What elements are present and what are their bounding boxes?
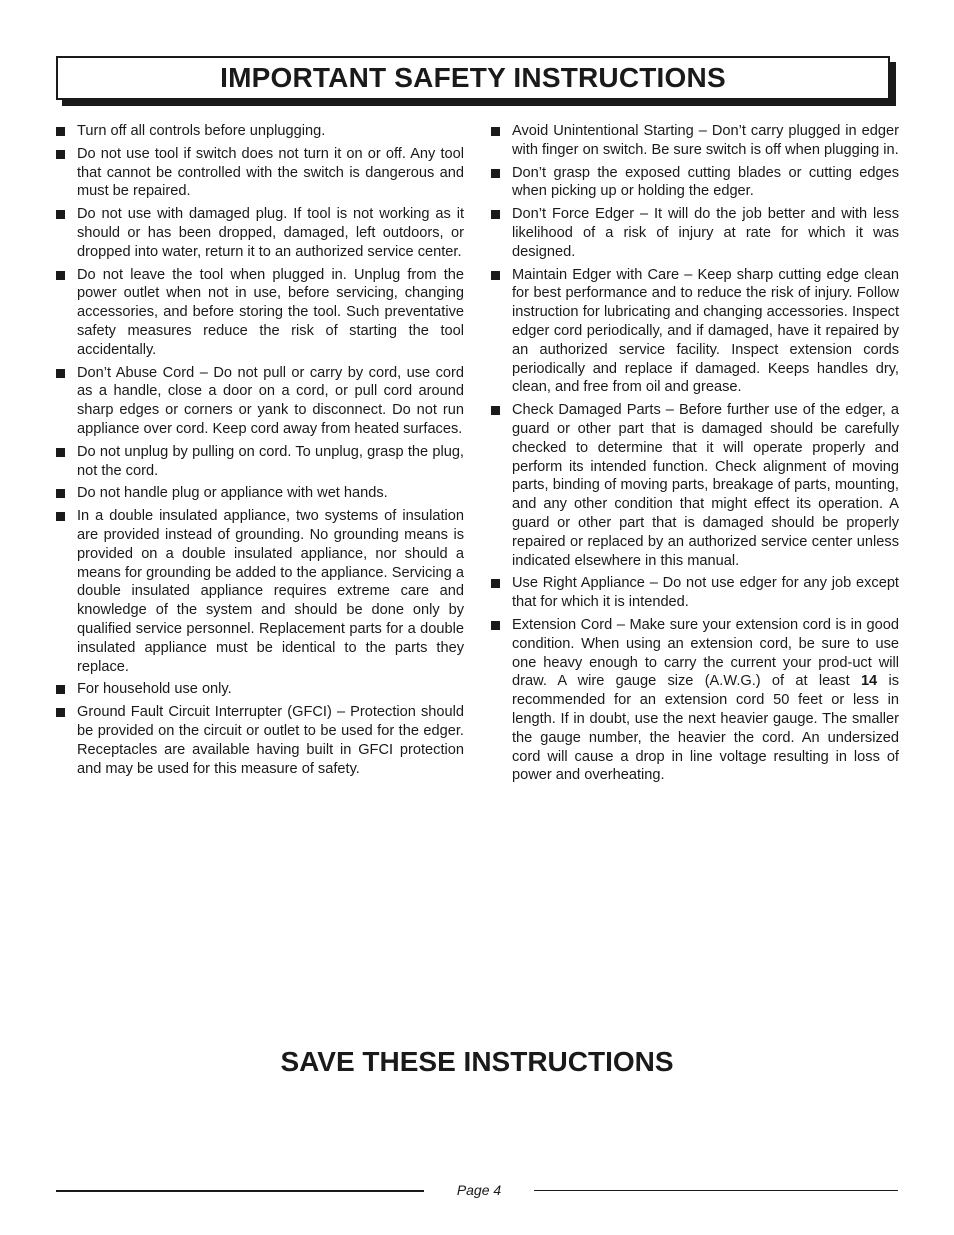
footer-rule-left	[56, 1190, 424, 1192]
square-bullet-icon	[491, 127, 500, 136]
left-instruction-list	[56, 122, 464, 778]
square-bullet-icon	[56, 150, 65, 159]
square-bullet-icon	[491, 406, 500, 415]
list-item: Use Right Appliance – Do not use edger for any job except that for which it is intended.	[491, 574, 899, 612]
square-bullet-icon	[491, 169, 500, 178]
left-column	[56, 122, 464, 782]
square-bullet-icon	[491, 579, 500, 588]
list-item: Turn off all controls before unplugging.	[56, 122, 464, 141]
list-item: Ground Fault Circuit Interrupter (GFCI) – Protection should be provided on the circuit or outlet to be used for the edger. Receptacles are available having built in GFCI protection and may be used for this measure of safety.	[56, 703, 464, 778]
gauge-value: 14	[860, 673, 878, 690]
square-bullet-icon	[56, 708, 65, 717]
right-instruction-list	[491, 122, 899, 785]
page-number: Page 4	[456, 1182, 502, 1198]
square-bullet-icon	[491, 210, 500, 219]
square-bullet-icon	[56, 210, 65, 219]
list-item: For household use only.	[56, 680, 464, 699]
list-item: Don’t grasp the exposed cutting blades or cutting edges when picking up or holding the edger.	[491, 164, 899, 202]
square-bullet-icon	[56, 127, 65, 136]
list-item: Maintain Edger with Care – Keep sharp cutting edge clean for best performance and to reduce the risk of injury. Follow instruction for lubricating and changing accessories. Inspect edger cord periodically, and if damaged, have it repaired by an authorized service facility. Inspect extension cords periodically and replace if damaged. Keeps handles dry, clean, and free from oil and grease.	[491, 266, 899, 398]
save-instructions-heading: SAVE THESE INSTRUCTIONS	[280, 1046, 674, 1077]
list-item: In a double insulated appliance, two systems of insulation are provided instead of grounding. No grounding means is provided on a double insulated appliance, nor should a means for grounding be added to the appliance. Servicing a double insulated appliance requires extreme care and knowledge of the system and should be done only by qualified service personnel. Replacement parts for a double insulated appliance must be identical to the parts they replace.	[56, 507, 464, 676]
footer-rule-right	[534, 1190, 898, 1191]
right-column	[491, 122, 899, 789]
list-item: Do not leave the tool when plugged in. Unplug from the power outlet when not in use, before servicing, changing accessories, and before storing the tool. Such preventative safety measures reduce the risk of starting the tool accidentally.	[56, 266, 464, 360]
page-title: IMPORTANT SAFETY INSTRUCTIONS	[220, 62, 726, 93]
list-item-extension-cord: Extension Cord – Make sure your extension cord is in good condition. When using an extension cord, be sure to use one heavy enough to carry the current your prod-uct will draw. A wire gauge size (A.W.G.) of at least 14 is recommended for an extension cord 50 feet or less in length. If in doubt, use the next heavier gauge. The smaller the gauge number, the heavier the cord. An undersized cord will cause a drop in line voltage resulting in loss of power and overheating.	[491, 616, 899, 785]
square-bullet-icon	[491, 271, 500, 280]
square-bullet-icon	[56, 448, 65, 457]
list-item: Do not use tool if switch does not turn it on or off. Any tool that cannot be controlled with the switch is dangerous and must be repaired.	[56, 145, 464, 201]
list-item: Do not handle plug or appliance with wet hands.	[56, 484, 464, 503]
list-item: Avoid Unintentional Starting – Don’t carry plugged in edger with finger on switch. Be sure switch is off when plugging in.	[491, 122, 899, 160]
square-bullet-icon	[56, 512, 65, 521]
list-item: Don’t Force Edger – It will do the job better and with less likelihood of a risk of injury at rate for which it was designed.	[491, 205, 899, 261]
square-bullet-icon	[56, 685, 65, 694]
square-bullet-icon	[56, 489, 65, 498]
header-box	[56, 56, 890, 100]
list-item: Do not unplug by pulling on cord. To unplug, grasp the plug, not the cord.	[56, 443, 464, 481]
square-bullet-icon	[56, 369, 65, 378]
list-item: Check Damaged Parts – Before further use of the edger, a guard or other part that is damaged should be carefully checked to determine that it will operate properly and perform its intended function. Check alignment of moving parts, binding of moving parts, breakage of parts, mounting, and any other condition that might effect its operation. A guard or other part that is damaged should be properly repaired or replaced by an authorized service center unless indicated elsewhere in this manual.	[491, 401, 899, 570]
square-bullet-icon	[56, 271, 65, 280]
list-item: Do not use with damaged plug. If tool is not working as it should or has been dropped, damaged, left outdoors, or dropped into water, return it to an authorized service center.	[56, 205, 464, 261]
square-bullet-icon	[491, 621, 500, 630]
list-item: Don’t Abuse Cord – Do not pull or carry by cord, use cord as a handle, close a door on a cord, or pull cord around sharp edges or corners or yank to disconnect. Do not run appliance over cord. Keep cord away from heated surfaces.	[56, 364, 464, 439]
